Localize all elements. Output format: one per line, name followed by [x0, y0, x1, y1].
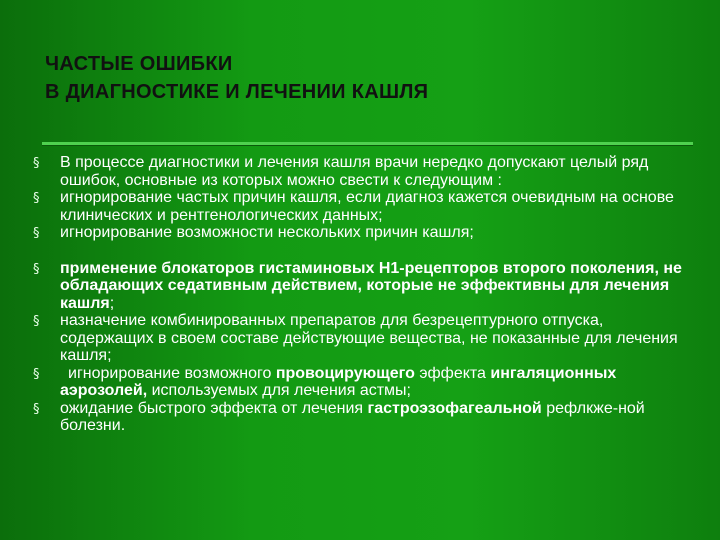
bullet-text-bold: гастроэзофагеальной — [367, 399, 542, 417]
bullet-text: игнорирование частых причин кашля, если диагноз кажется очевидным на основе клинических и рентгенологических данных; — [60, 189, 674, 224]
bullet-item-3 — [30, 224, 690, 242]
bullet-text: В процессе диагностики и лечения кашля врачи нередко допускают целый ряд ошибок, основные из которых можно свести к следующим : — [60, 154, 649, 189]
bullet-text: назначение комбинированных препаратов для безрецептурного отпуска, содержащих в своем составе действующие вещества, не показанные для лечения кашля; — [60, 312, 678, 364]
bullet-item-2 — [30, 189, 690, 224]
bullet-item-5 — [30, 312, 690, 365]
bullet-marker-icon: § — [33, 156, 40, 171]
bullet-marker-icon: § — [33, 261, 40, 277]
bullet-item-1 — [30, 154, 690, 189]
title-divider — [42, 142, 693, 145]
bullet-text-bold: провоцирующего — [275, 364, 415, 382]
bullet-text: игнорирование возможности нескольких причин кашля; — [60, 224, 474, 241]
bullet-marker-icon: § — [33, 314, 40, 329]
bullet-item-4 — [30, 260, 690, 313]
bullet-text-bold: ингаляционных аэрозолей, — [60, 364, 617, 399]
bullet-marker-icon: § — [33, 401, 40, 417]
bullet-text: рефлкже-ной болезни. — [60, 399, 645, 434]
bullet-text-bold: применение блокаторов гистаминовых Н1-рецепторов второго поколения, не обладающих седативным действием, которые не эффективны для лечения кашля — [60, 259, 682, 312]
bullet-text: ожидание быстрого эффекта от лечения — [60, 399, 368, 417]
bullet-item-7 — [30, 400, 690, 435]
bullet-text: ; — [109, 294, 115, 312]
bullet-marker-icon: § — [33, 226, 40, 241]
title-line-2: В ДИАГНОСТИКЕ И ЛЕЧЕНИИ КАШЛЯ — [45, 81, 429, 103]
bullet-marker-icon: § — [33, 191, 40, 206]
bullet-marker-icon: § — [33, 366, 40, 382]
bullet-item-6 — [30, 365, 690, 400]
bullet-list — [30, 154, 690, 435]
bullet-text: используемых для лечения астмы; — [147, 382, 411, 399]
title-line-1: ЧАСТЫЕ ОШИБКИ — [45, 53, 233, 75]
bullet-text: эффекта — [414, 364, 491, 382]
bullet-text: игнорирование возможного — [68, 364, 276, 382]
slide-title — [45, 50, 685, 106]
